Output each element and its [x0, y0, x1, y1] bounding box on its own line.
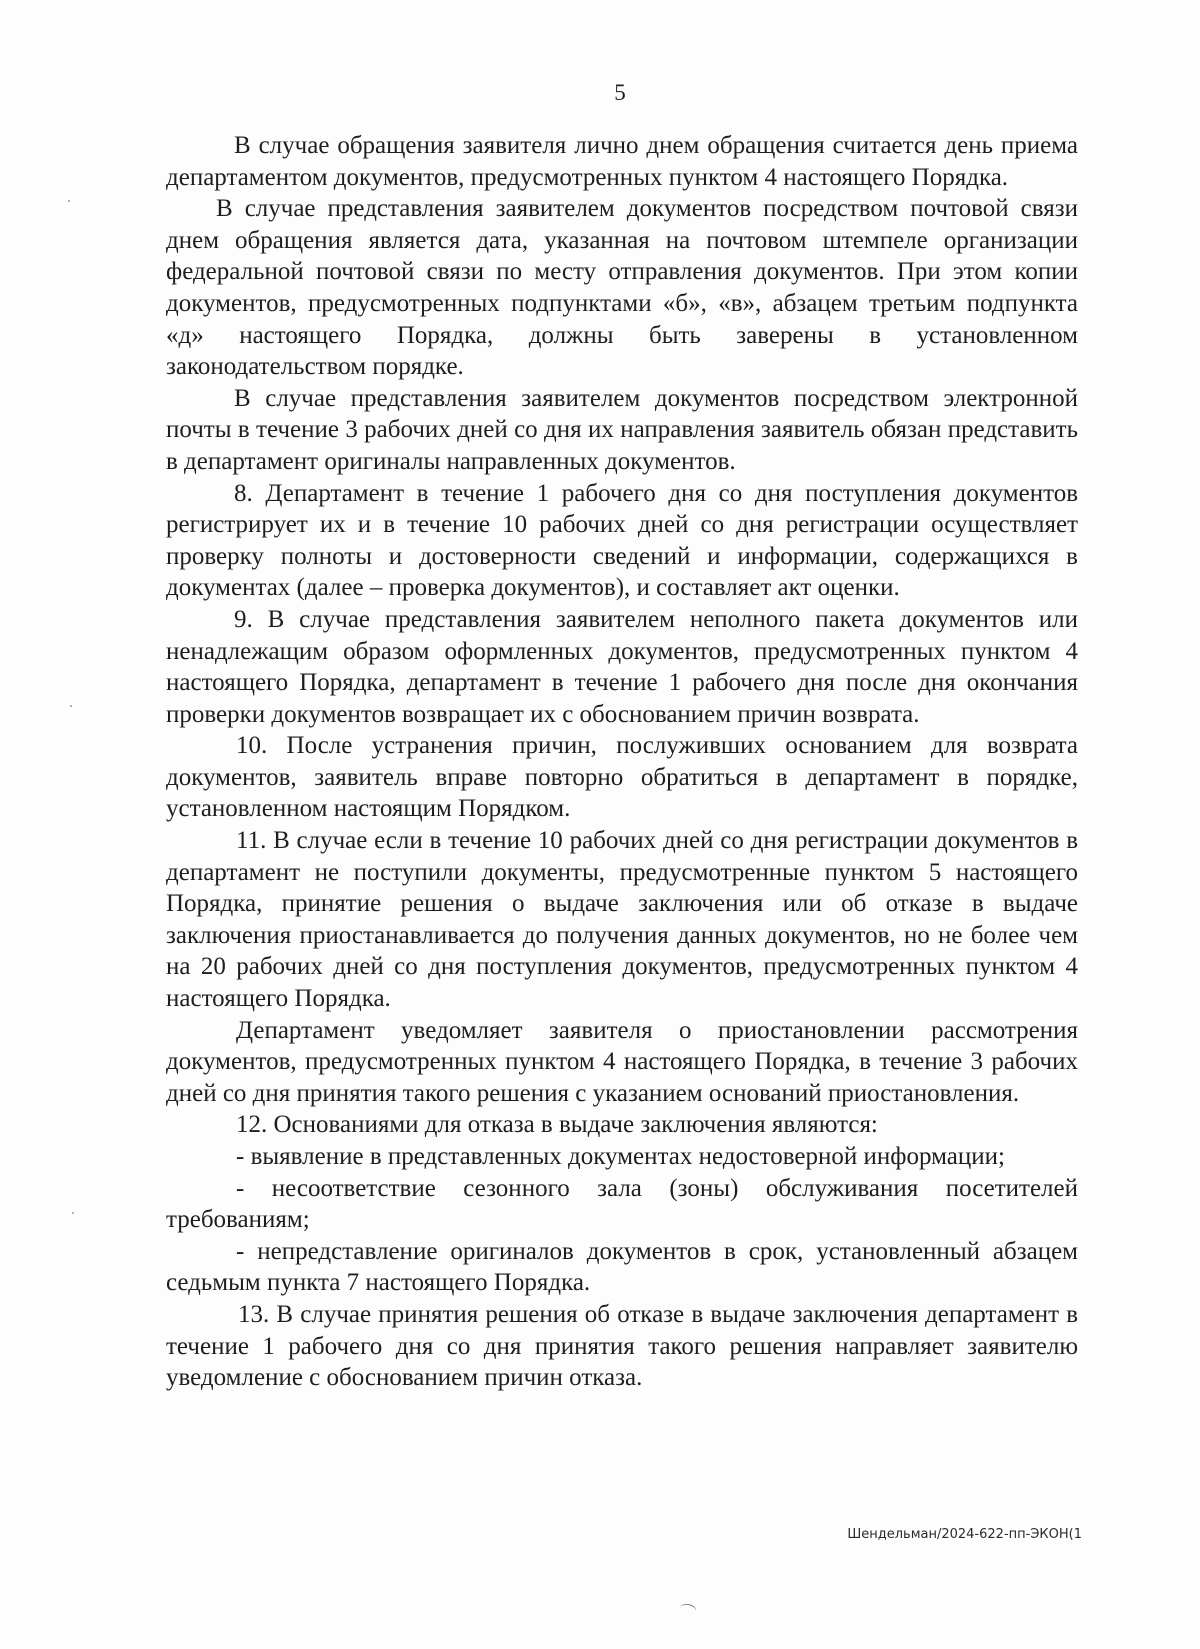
document-body — [166, 130, 1078, 1394]
list-item-hall-noncompliance: - несоответствие сезонного зала (зоны) обслуживания посетителей требованиям; — [166, 1174, 1078, 1234]
scan-speck — [68, 200, 70, 202]
paragraph-personal-appeal: В случае обращения заявителя лично днем обращения считается день приема департаментом документов, предусмотренных пунктом 4 настоящего Порядка. — [166, 132, 1078, 191]
list-item-false-information: - выявление в представленных документах недостоверной информации; — [236, 1143, 1005, 1170]
paragraph-suspension-notice: Департамент уведомляет заявителя о приостановлении рассмотрения документов, предусмотренных пунктом 4 настоящего Порядка, в течение 3 рабочих дней со дня принятия такого решения с указанием оснований приостановления. — [166, 1016, 1078, 1107]
paragraph-item-12: 12. Основаниями для отказа в выдаче заключения являются: — [236, 1111, 878, 1139]
page-number: 5 — [614, 80, 626, 105]
paragraph-item-8: 8. Департамент в течение 1 рабочего дня со дня поступления документов регистрирует их и в течение 10 рабочих дней со дня регистрации осуществляет проверку полноты и достоверности сведений и информации, содержащихся в документах (далее – проверка документов), и составляет акт оценки. — [166, 479, 1078, 602]
paragraph-item-11: 11. В случае если в течение 10 рабочих дней со дня регистрации документов в департамент не поступили документы, предусмотренные пунктом 5 настоящего Порядка, принятие решения о выдаче заключения или об отказе в выдаче заключения приостанавливается до получения данных документов, но не более чем на 20 рабочих дней со дня поступления документов, предусмотренных пунктом 4 настоящего Порядка. — [166, 827, 1078, 1013]
document-footer-code: Шендельман/2024-622-пп-ЭКОН(1 — [847, 1527, 1082, 1542]
paragraph-item-13: 13. В случае принятия решения об отказе в выдаче заключения департамент в течение 1 рабочего дня со дня принятия такого решения направляет заявителю уведомление с обоснованием причин отказа. — [166, 1300, 1078, 1392]
scan-speck — [72, 1212, 74, 1214]
scan-artifact-mark — [679, 1602, 697, 1616]
list-item-originals-not-provided: - непредставление оригиналов документов в срок, установленный абзацем седьмым пункта 7 настоящего Порядка. — [166, 1237, 1078, 1297]
scan-speck — [70, 705, 72, 707]
paragraph-postal-submission: В случае представления заявителем документов посредством почтовой связи днем обращения является дата, указанная на почтовом штемпеле организации федеральной почтовой связи по месту отправления документов. При этом копии документов, предусмотренных подпунктами «б», «в», абзацем третьим подпункта «д» настоящего Порядка, должны быть заверены в установленном законодательством порядке. — [166, 195, 1078, 381]
paragraph-item-10: 10. После устранения причин, послуживших основанием для возврата документов, заявитель вправе повторно обратиться в департамент в порядке, установленном настоящим Порядком. — [166, 732, 1078, 823]
paragraph-email-submission: В случае представления заявителем документов посредством электронной почты в течение 3 рабочих дней со дня их направления заявитель обязан представить в департамент оригиналы направленных документов. — [166, 384, 1078, 475]
paragraph-item-9: 9. В случае представления заявителем неполного пакета документов или ненадлежащим образом оформленных документов, предусмотренных пунктом 4 настоящего Порядка, департамент в течение 1 рабочего дня после дня окончания проверки документов возвращает их с обоснованием причин возврата. — [166, 605, 1078, 728]
